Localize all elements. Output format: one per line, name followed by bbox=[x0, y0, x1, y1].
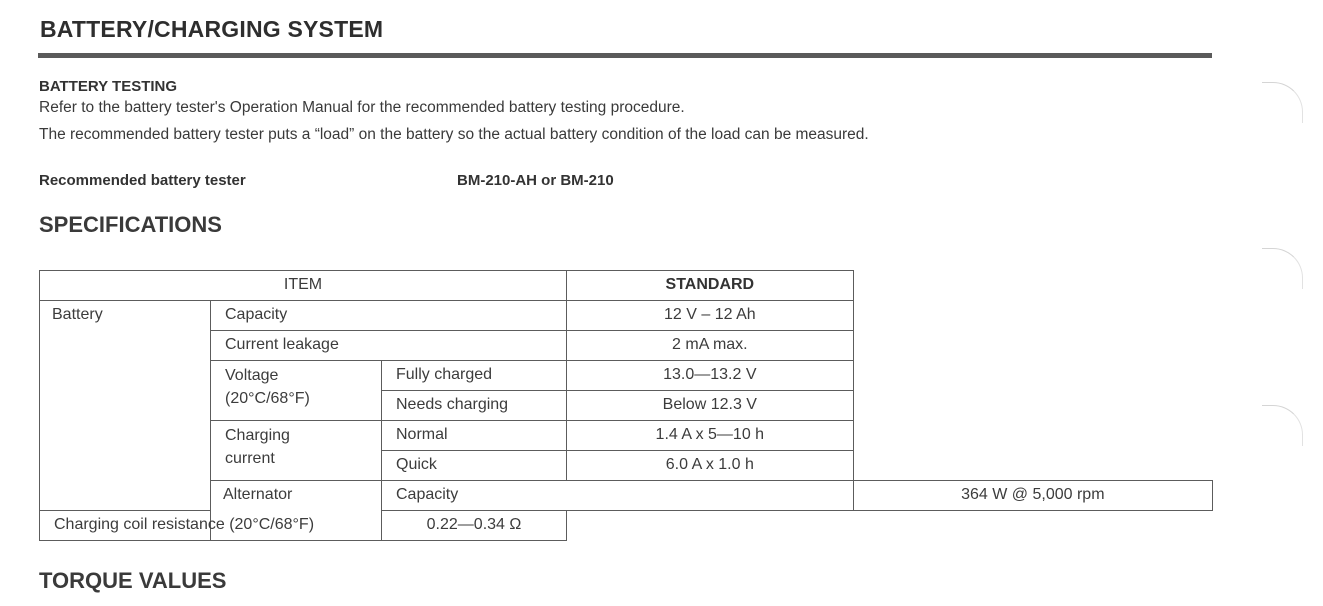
item-value: 13.0—13.2 V bbox=[567, 361, 854, 391]
table-row bbox=[40, 301, 1213, 331]
item-label: Capacity bbox=[382, 481, 854, 511]
item-value: Below 12.3 V bbox=[567, 391, 854, 421]
battery-testing-paragraph-2: The recommended battery tester puts a “load” on the battery so the actual battery condition of the load can be measured. bbox=[39, 126, 869, 143]
item-value: 12 V – 12 Ah bbox=[567, 301, 854, 331]
table-header-row bbox=[40, 271, 1213, 301]
item-value: 364 W @ 5,000 rpm bbox=[853, 481, 1212, 511]
sub-item-label: Fully charged bbox=[382, 361, 567, 391]
item-value: 6.0 A x 1.0 h bbox=[567, 451, 854, 481]
item-label-voltage bbox=[211, 361, 382, 421]
table-row bbox=[40, 421, 1213, 451]
group-battery: Battery bbox=[40, 301, 211, 511]
torque-values-heading: TORQUE VALUES bbox=[39, 568, 227, 593]
battery-testing-heading: BATTERY TESTING bbox=[39, 78, 178, 95]
header-item: ITEM bbox=[40, 271, 567, 301]
specifications-heading: SPECIFICATIONS bbox=[39, 212, 222, 237]
sub-item-label: Normal bbox=[382, 421, 567, 451]
item-value: 0.22—0.34 Ω bbox=[382, 511, 567, 541]
table-row bbox=[40, 331, 1213, 361]
page-edge-mark bbox=[1262, 82, 1303, 123]
table-row bbox=[40, 481, 1213, 511]
page-title: BATTERY/CHARGING SYSTEM bbox=[40, 16, 384, 42]
item-label-charging-current bbox=[211, 421, 382, 481]
item-label: Charging coil resistance (20°C/68°F) bbox=[40, 511, 382, 541]
item-label: Current leakage bbox=[211, 331, 567, 361]
item-value: 1.4 A x 5—10 h bbox=[567, 421, 854, 451]
charging-label-line2: current bbox=[225, 450, 275, 467]
page-edge-mark bbox=[1262, 248, 1303, 289]
sub-item-label: Needs charging bbox=[382, 391, 567, 421]
voltage-condition: (20°C/68°F) bbox=[225, 390, 310, 407]
item-label: Capacity bbox=[211, 301, 567, 331]
recommended-tester-value: BM-210-AH or BM-210 bbox=[457, 172, 614, 189]
group-alternator: Alternator bbox=[211, 481, 382, 541]
table-row bbox=[40, 361, 1213, 391]
item-value: 2 mA max. bbox=[567, 331, 854, 361]
charging-label-line1: Charging bbox=[225, 427, 290, 444]
header-standard: STANDARD bbox=[567, 271, 854, 301]
title-rule bbox=[38, 53, 1212, 58]
specifications-table bbox=[39, 270, 1213, 541]
page-edge-mark bbox=[1262, 405, 1303, 446]
voltage-label: Voltage bbox=[225, 367, 279, 384]
recommended-tester-label: Recommended battery tester bbox=[39, 172, 246, 189]
table-row bbox=[40, 511, 1213, 541]
battery-testing-paragraph-1: Refer to the battery tester's Operation Manual for the recommended battery testing procedure. bbox=[39, 99, 685, 116]
sub-item-label: Quick bbox=[382, 451, 567, 481]
